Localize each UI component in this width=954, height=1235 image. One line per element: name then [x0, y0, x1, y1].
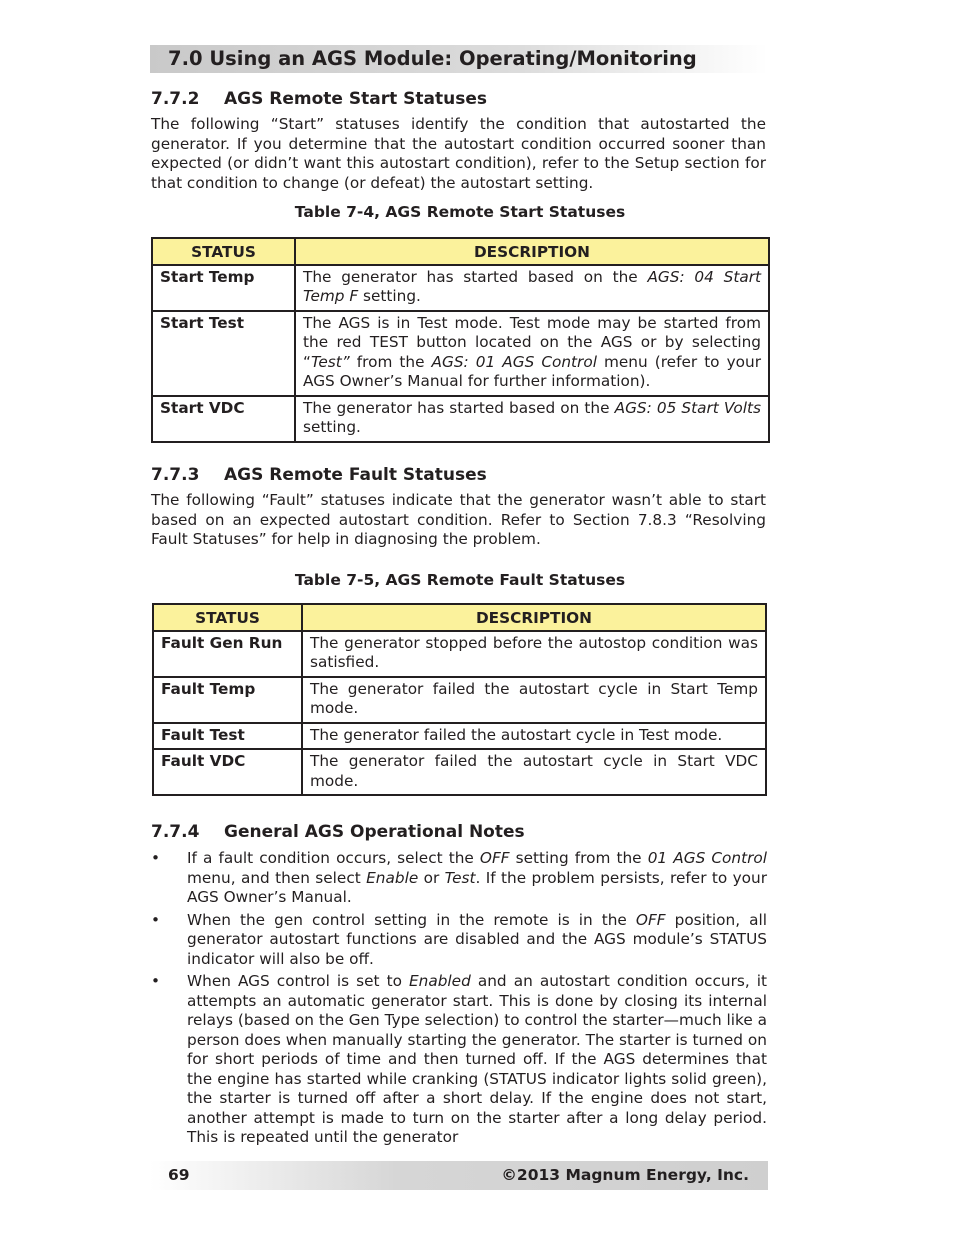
status-cell: Fault Temp [153, 677, 302, 723]
heading-title: AGS Remote Start Statuses [224, 89, 487, 109]
italic-text: OFF [635, 910, 666, 929]
column-header-status: STATUS [153, 604, 302, 631]
section-header-title: 7.0 Using an AGS Module: Operating/Monitoring [168, 47, 697, 70]
table-row [152, 265, 769, 311]
text-segment: The AGS is in Test mode. Test mode may be started from the red TEST button located on the AGS or by selecting “ [303, 313, 761, 371]
bullet-icon: • [151, 910, 161, 929]
table-start-statuses [151, 237, 770, 443]
status-cell: Fault Test [153, 723, 302, 750]
heading-7-7-2 [151, 89, 487, 109]
description-cell [302, 723, 766, 750]
text-segment: When AGS control is set to [187, 972, 409, 990]
description-cell [295, 265, 769, 311]
operational-notes-list [151, 849, 767, 1151]
section-header-bar [150, 45, 768, 73]
status-cell: Fault VDC [153, 749, 302, 795]
text-segment: When the gen control setting in the remote is in the [187, 910, 636, 929]
table-header-row [153, 604, 766, 631]
heading-title: General AGS Operational Notes [224, 822, 525, 842]
italic-text: 01 AGS Control [647, 849, 767, 867]
paragraph-start-statuses: The following “Start” statuses identify the condition that autostarted the generator. If you determine that the autostart condition occurred sooner than expected (or didn’t want this autostart condition), refer to the Setup section for that condition to change (or defeat) the autostart setting. [151, 115, 766, 192]
list-item [151, 972, 767, 1148]
text-segment: position, all generator autostart functions are disabled and the AGS module’s STATUS indicator will also be off. [187, 910, 767, 968]
text-segment: The generator has started based on the [303, 267, 648, 286]
page-number: 69 [168, 1166, 190, 1184]
table-row [152, 311, 769, 396]
heading-number: 7.7.3 [151, 465, 200, 485]
description-cell [295, 396, 769, 442]
heading-7-7-4 [151, 822, 525, 842]
heading-number: 7.7.2 [151, 89, 200, 109]
description-cell [295, 311, 769, 396]
text-segment: The generator failed the autostart cycle in Test mode. [310, 725, 723, 744]
bullet-icon: • [151, 972, 161, 990]
heading-title: AGS Remote Fault Statuses [224, 465, 487, 485]
text-segment: setting from the [509, 849, 648, 867]
italic-text: Enabled [408, 972, 471, 990]
text-segment: The generator has started based on the [303, 398, 615, 417]
table-caption-7-5: Table 7-5, AGS Remote Fault Statuses [294, 571, 626, 589]
status-cell: Start VDC [152, 396, 295, 442]
paragraph-fault-statuses: The following “Fault” statuses indicate that the generator wasn’t able to start based on an expected autostart condition. Refer to Section 7.8.3 “Resolving Fault Statuses” for help in diagnosing the problem. [151, 491, 766, 548]
table-row [153, 677, 766, 723]
copyright-text: ©2013 Magnum Energy, Inc. [501, 1166, 749, 1184]
table-row [153, 723, 766, 750]
status-cell: Start Test [152, 311, 295, 396]
italic-text: Test [444, 868, 476, 887]
text-segment: The generator stopped before the autostop condition was satisfied. [310, 633, 758, 671]
status-cell: Fault Gen Run [153, 631, 302, 677]
table-caption-7-4: Table 7-4, AGS Remote Start Statuses [294, 203, 626, 221]
text-segment: setting. [358, 287, 421, 305]
italic-text: AGS: 04 Start Temp F [303, 267, 761, 305]
text-segment: and an autostart condition occurs, it attempts an automatic generator start. This is done by closing its internal relays (based on the Gen Type selection) to control the starter—much like a person does when manually starting the generator. The starter is turned on for short periods of time and then turned off. If the AGS determines that the engine has started while cranking (STATUS indicator lights solid green), the starter is turned off after a short delay. If the engine does not start, another attempt is made to turn on the starter after a long delay period. This is repeated until the generator [187, 972, 767, 1146]
status-cell: Start Temp [152, 265, 295, 311]
text-segment: from the [349, 352, 432, 371]
text-segment: menu, and then select [187, 868, 367, 887]
description-cell [302, 677, 766, 723]
description-cell [302, 631, 766, 677]
text-segment: The generator failed the autostart cycle in Start VDC mode. [310, 752, 758, 790]
text-segment: The generator failed the autostart cycle in Start Temp mode. [310, 679, 758, 717]
italic-text: Test” [310, 352, 350, 371]
list-item [151, 911, 767, 970]
heading-7-7-3 [151, 465, 487, 485]
table-row [153, 749, 766, 795]
text-segment: menu (refer to your AGS Owner’s Manual for further information). [303, 352, 761, 390]
heading-number: 7.7.4 [151, 822, 200, 842]
text-segment: If a fault condition occurs, select the [187, 849, 480, 867]
list-item [151, 849, 767, 908]
table-fault-statuses [152, 603, 767, 796]
italic-text: AGS: 01 AGS Control [431, 352, 597, 371]
footer-bar [150, 1161, 768, 1190]
column-header-status: STATUS [152, 238, 295, 265]
italic-text: Enable [366, 868, 419, 887]
table-header-row [152, 238, 769, 265]
description-cell [302, 749, 766, 795]
column-header-description: DESCRIPTION [295, 238, 769, 265]
italic-text: AGS: 05 Start Volts [614, 398, 761, 417]
text-segment: or [418, 868, 445, 887]
text-segment: setting. [303, 418, 361, 436]
bullet-icon: • [151, 849, 161, 867]
table-row [153, 631, 766, 677]
column-header-description: DESCRIPTION [302, 604, 766, 631]
table-row [152, 396, 769, 442]
italic-text: OFF [479, 849, 510, 867]
text-segment: . If the problem persists, refer to your AGS Owner’s Manual. [187, 868, 768, 906]
